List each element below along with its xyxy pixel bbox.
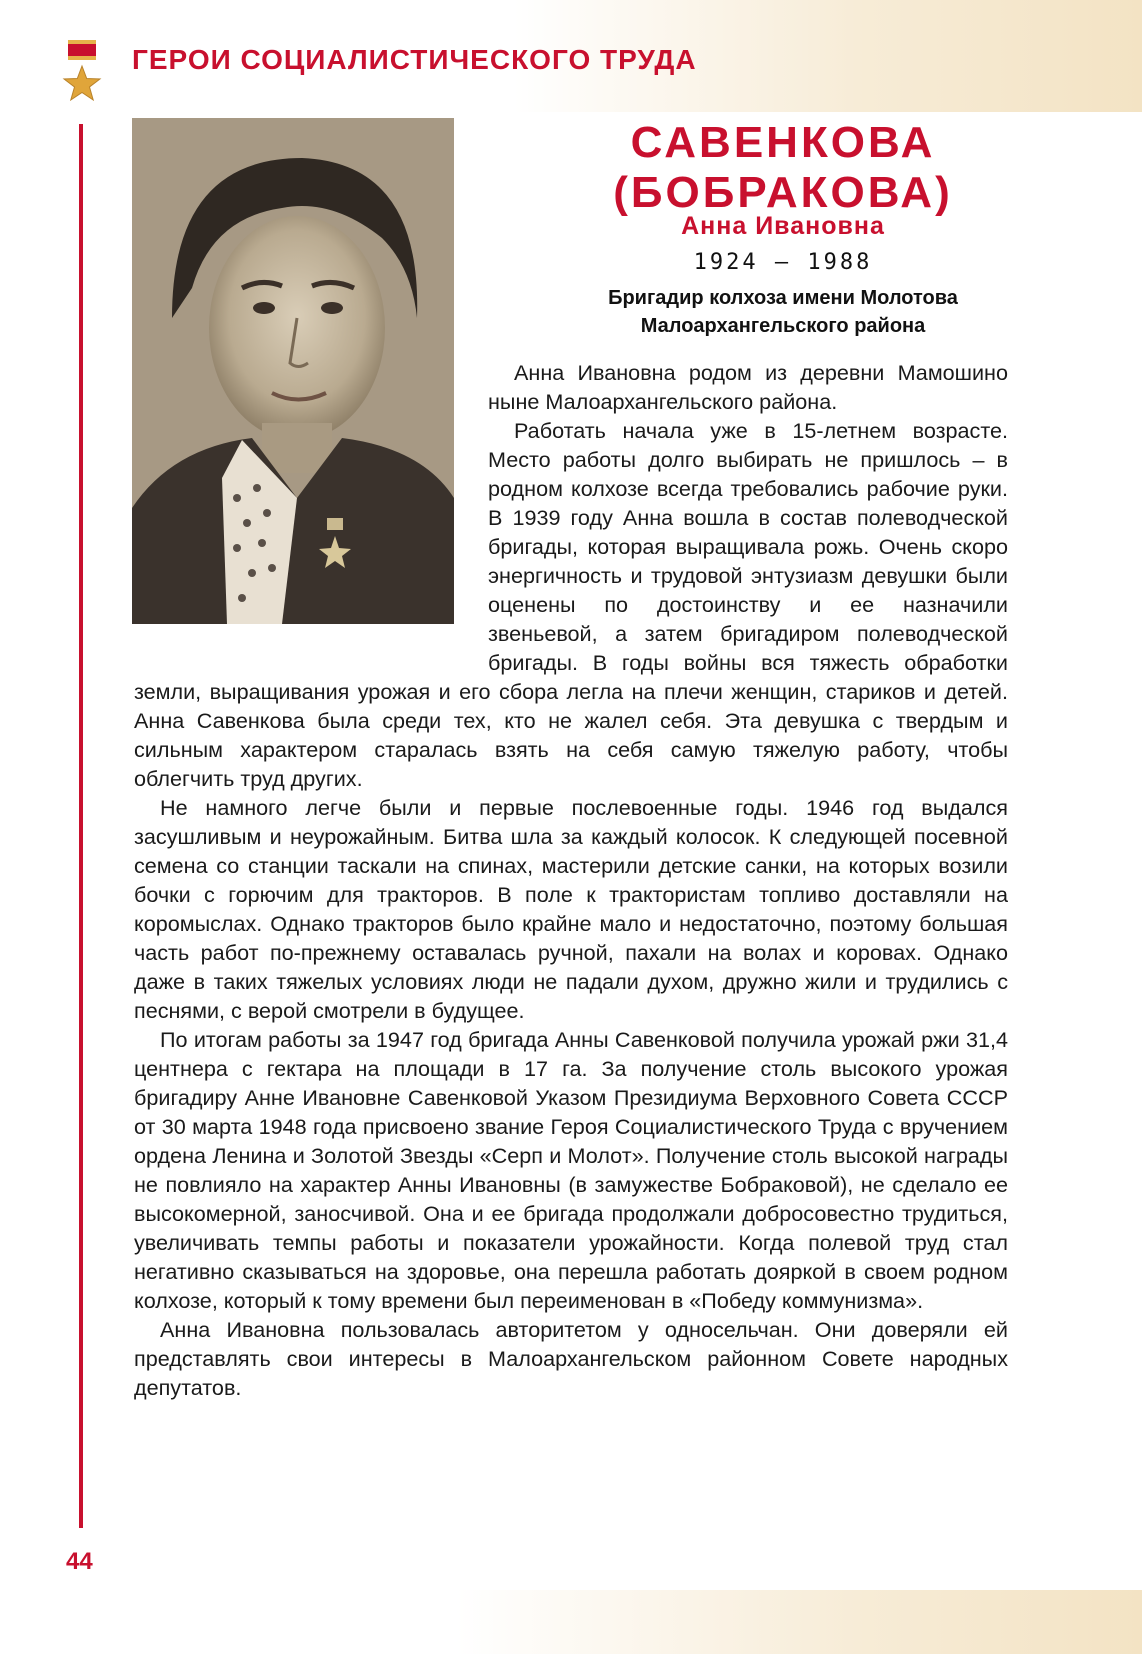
biography-paragraph: Не намного легче были и первые послевоенные годы. 1946 год выдался засушливым и неурожайным. Битва шла за каждый колосок. К следующей посевной семена со станции таскали на спинах, мастерили детские санки, на которых возили бочки с горючим для тракторов. В поле к трактористам топливо доставляли на коромыслах. Однако тракторов было крайне мало и недостаточно, поэтому большая часть работ по-прежнему оставалась ручной, пахали на волах и коровах. Однако даже в таких тяжелых условиях люди не падали духом, дружно жили и трудились с песнями, с верой смотрели в будущее. [134,795,1008,1023]
role-line-2: Малоархангельского района [640,315,926,337]
vertical-rule [79,124,83,1528]
person-surname [458,118,1108,218]
footer-band [0,1590,1142,1654]
surname-line-1: САВЕНКОВА [630,118,936,167]
role-line-1: Бригадир колхоза имени Молотова [608,287,958,309]
surname-line-2: (БОБРАКОВА) [613,168,953,217]
person-role [458,284,1108,340]
biography-paragraph: По итогам работы за 1947 год бригада Анны Савенковой получила урожай ржи 31,4 центнера с гектара на площади в 17 га. За получение столь высокого урожая бригадиру Анне Ивановне Савенковой Указом Президиума Верховного Совета СССР от 30 марта 1948 года присвоено звание Героя Социалистического Труда с вручением ордена Ленина и Золотой Звезды «Серп и Молот». Получение столь высокой награды не повлияло на характер Анны Ивановны (в замужестве Бобраковой), не сделало ее высокомерной, заносчивой. Она и ее бригада продолжали добросовестно трудиться, увеличивать темпы работы и показатели урожайности. Когда полевой труд стал негативно сказываться на здоровье, она перешла работать дояркой в своем родном колхозе, который к тому времени был переименован в «Победу коммунизма». [134,1027,1008,1313]
biography-paragraph: Работать начала уже в 15-летнем возрасте. Место работы долго выбирать не пришлось – в родном колхозе всегда требовались рабочие руки. В 1939 году Анна вошла в состав полеводческой бригады, которая выращивала рожь. Очень скоро энергичность и трудовой энтузиазм девушки были оценены по достоинству и ее назначили звеньевой, а затем бригадиром полеводческой бригады. В годы войны вся тяжесть обработки земли, выращивания урожая и его сбора легла на плечи женщин, стариков и детей. Анна Савенкова была среди тех, кто не жалел себя. Эта девушка с твердым и сильным характером старалась взять на себя самую тяжелую работу, чтобы облегчить труд других. [134,418,1008,791]
photo-wrap-spacer [134,358,488,658]
life-years: 1924 — 1988 [693,250,873,275]
biography-text [134,358,1008,1540]
biography-paragraph: Анна Ивановна пользовалась авторитетом у односельчан. Они доверяли ей представлять свои интересы в Малоархангельском районном Совете народных депутатов. [134,1317,1008,1400]
biography-paragraph: Анна Ивановна родом из деревни Мамошино ныне Малоархангельского района. [488,360,1008,414]
person-given-name: Анна Ивановна [681,212,885,240]
page-number: 44 [66,1548,93,1575]
section-title: ГЕРОИ СОЦИАЛИСТИЧЕСКОГО ТРУДА [132,44,697,75]
hero-medal-icon [62,40,102,110]
